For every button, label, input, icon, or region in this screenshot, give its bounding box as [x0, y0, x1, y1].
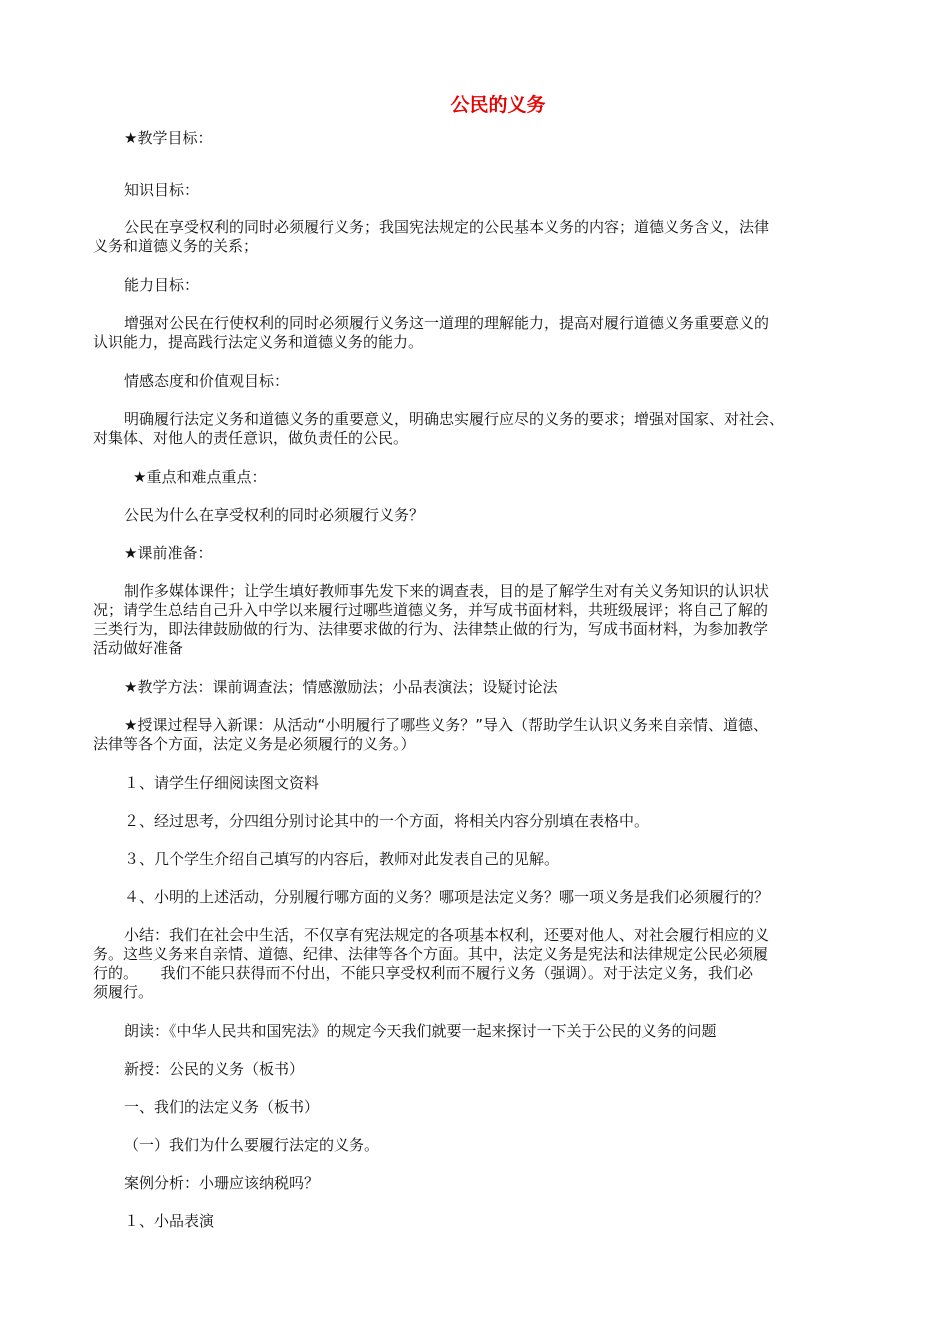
text-line: （一）我们为什么要履行法定的义务。 [124, 1136, 380, 1154]
text-line: 三类行为，即法律鼓励做的行为、法律要求做的行为、法律禁止做的行为，写成书面材料，为参加教学 [93, 620, 769, 638]
list-item-skit [93, 1212, 873, 1231]
list-item-step-2 [93, 812, 873, 831]
subheading-knowledge-goals [93, 181, 873, 200]
text-line: 能力目标： [124, 276, 200, 294]
text-line: ★教学目标： [124, 129, 213, 147]
subheading-why-duties [93, 1136, 873, 1155]
text-line: 朗读：《中华人民共和国宪法》的规定今天我们就要一起来探讨一下关于公民的义务的问题 [124, 1022, 717, 1040]
text-line: 须履行。 [93, 983, 154, 1001]
subheading-ability-goals [93, 276, 873, 295]
paragraph-summary [93, 926, 873, 1002]
text-line: ★重点和难点重点： [133, 468, 267, 486]
list-item-step-3 [93, 850, 873, 869]
text-line: 公民在享受权利的同时必须履行义务；我国宪法规定的公民基本义务的内容；道德义务含义，法律 [124, 218, 770, 236]
text-line: 新授：公民的义务（板书） [124, 1060, 305, 1078]
paragraph-knowledge-content [93, 218, 873, 256]
text-line: 义务和道德义务的关系； [93, 237, 259, 255]
section-heading-preparation [93, 544, 873, 563]
text-line: 认识能力，提高践行法定义务和道德义务的能力。 [93, 333, 424, 351]
text-line: ４、小明的上述活动，分别履行哪方面的义务？哪项是法定义务？哪一项义务是我们必须履行的？ [124, 888, 770, 906]
text-line: ２、经过思考，分四组分别讨论其中的一个方面，将相关内容分别填在表格中。 [124, 812, 650, 830]
list-item-step-1 [93, 774, 873, 793]
section-heading-key-points [93, 468, 873, 487]
text-line: 对集体、对他人的责任意识，做负责任的公民。 [93, 429, 409, 447]
text-line: 务。这些义务来自亲情、道德、纪律、法律等各个方面。其中，法定义务是宪法和法律规定公民必须履 [93, 945, 769, 963]
text-line: 案例分析：小珊应该纳税吗？ [124, 1174, 320, 1192]
text-line: 活动做好准备 [93, 639, 184, 657]
text-line: ３、几个学生介绍自己填写的内容后，教师对此发表自己的见解。 [124, 850, 560, 868]
text-line: 制作多媒体课件；让学生填好教师事先发下来的调查表，目的是了解学生对有关义务知识的认识状 [124, 582, 770, 600]
section-heading-teaching-goals [93, 129, 873, 148]
text-line: 公民为什么在享受权利的同时必须履行义务？ [124, 506, 425, 524]
text-line: ★教学方法：课前调查法；情感激励法；小品表演法；设疑讨论法 [124, 678, 558, 696]
subheading-emotion-goals [93, 372, 873, 391]
paragraph-new-lesson [93, 1060, 873, 1079]
text-line: 一、我们的法定义务（板书） [124, 1098, 320, 1116]
text-line: 明确履行法定义务和道德义务的重要意义，明确忠实履行应尽的义务的要求；增强对国家、对社会、 [124, 410, 785, 428]
text-line: 法律等各个方面，法定义务是必须履行的义务。） [93, 735, 416, 753]
paragraph-reading [93, 1022, 873, 1041]
document-title: 公民的义务 [450, 94, 546, 116]
paragraph-emotion-content [93, 410, 873, 448]
paragraph-lesson-process [93, 716, 873, 754]
paragraph-case-analysis [93, 1174, 873, 1193]
text-line: 增强对公民在行使权利的同时必须履行义务这一道理的理解能力，提高对履行道德义务重要意义的 [124, 314, 770, 332]
text-line: 况；请学生总结自己升入中学以来履行过哪些道德义务，并写成书面材料，共班级展评；将自己了解的 [93, 601, 769, 619]
paragraph-preparation-content [93, 582, 873, 658]
paragraph-ability-content [93, 314, 873, 352]
text-line: 小结：我们在社会中生活，不仅享有宪法规定的各项基本权利，还要对他人、对社会履行相应的义 [124, 926, 770, 944]
text-line: 行的。 我们不能只获得而不付出，不能只享受权利而不履行义务（强调）。对于法定义务，我们必 [93, 964, 754, 982]
text-line: ★课前准备： [124, 544, 213, 562]
text-line: 知识目标： [124, 181, 200, 199]
heading-legal-duties [93, 1098, 873, 1117]
text-line: ★授课过程导入新课：从活动“小明履行了哪些义务？”导入（帮助学生认识义务来自亲情、道德、 [124, 716, 768, 734]
paragraph-key-point-question [93, 506, 873, 525]
text-line: 情感态度和价值观目标： [124, 372, 290, 390]
text-line: １、请学生仔细阅读图文资料 [124, 774, 320, 792]
text-line: １、小品表演 [124, 1212, 215, 1230]
section-heading-methods [93, 678, 873, 697]
list-item-step-4 [93, 888, 873, 907]
